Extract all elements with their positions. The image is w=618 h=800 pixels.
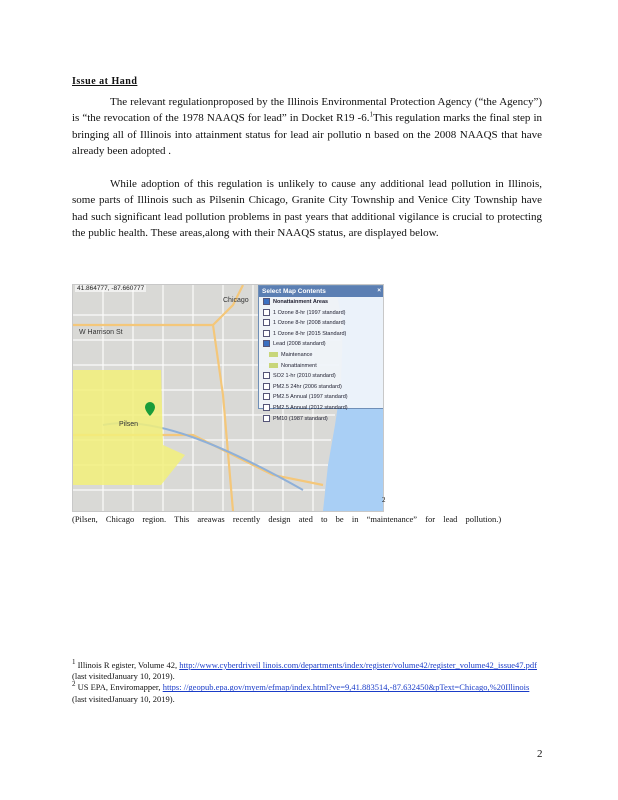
paragraph-1-tail: This regulation marks the final step in bringing all of Illinois into attainment status for lead air pollutio n based on the 2008 NAAQS that have already been adopted . [72, 112, 542, 158]
footnote-1 [72, 660, 542, 682]
footnote-2-marker: 2 [72, 680, 76, 689]
layer-item[interactable] [259, 403, 384, 414]
footnote-1-text: Illinois R egister, Volume 42, [77, 660, 178, 670]
paragraph-1 [72, 94, 542, 160]
map-caption: (Pilsen, Chicago region. This areawas recently design ated to be in “maintenance” for lead pollution.) [72, 514, 502, 524]
layer-label: 1 Ozone 8-hr (2008 standard) [273, 320, 346, 327]
footnote-2 [72, 682, 542, 704]
layer-checkbox[interactable] [263, 404, 270, 411]
section-heading: Issue at Hand [72, 76, 138, 87]
paragraph-2: While adoption of this regulation is unlikely to cause any additional lead pollution in Illinois, some parts of Illinois such as Pilsenin Chicago, Granite City Township and Venice City Township have had such significant lead pollution problems in past years that additional vigilance is crucial to protecting the public health. These areas,along with their NAAQS status, are displayed below. [72, 178, 542, 240]
layer-label: PM2.5 Annual (2012 standard) [273, 404, 348, 411]
layer-checkbox[interactable] [263, 340, 270, 347]
map-area-label: Pilsen [119, 421, 139, 428]
layer-checkbox[interactable] [263, 415, 270, 422]
paragraph-1-text: The relevant regulationproposed by the Illinois Environmental Protection Agency (“the Agency”) is “the revocation of the 1978 NAAQS for lead” in Docket R19 -6. [72, 96, 542, 125]
layer-list [259, 297, 384, 424]
legend-swatch [269, 352, 278, 357]
layer-item [259, 350, 384, 361]
layer-label: PM2.5 Annual (1997 standard) [273, 394, 348, 401]
layer-item[interactable] [259, 371, 384, 382]
layer-label: PM2.5 24hr (2006 standard) [273, 383, 342, 390]
legend-swatch [269, 363, 278, 368]
map-street-label: W Harrison St [79, 329, 123, 336]
map-contents-panel[interactable] [258, 285, 384, 422]
footnote-ref-2[interactable]: 2 [382, 496, 386, 504]
layer-item[interactable] [259, 318, 384, 329]
page-number: 2 [537, 748, 543, 760]
layer-item[interactable] [259, 414, 384, 425]
footnote-1-accessed: (last visitedJanuary 10, 2019). [72, 671, 175, 682]
layer-item [259, 361, 384, 372]
footnote-1-marker: 1 [72, 658, 76, 667]
layer-label: Maintenance [281, 351, 313, 358]
close-icon[interactable]: × [377, 287, 381, 294]
footnote-2-accessed: (last visitedJanuary 10, 2019). [72, 693, 175, 704]
layer-item[interactable] [259, 329, 384, 340]
layer-item[interactable] [259, 308, 384, 319]
layer-checkbox[interactable] [263, 393, 270, 400]
layer-item[interactable] [259, 297, 384, 308]
footnote-2-link[interactable]: https: //geopub.epa.gov/myem/efmap/index.html?ve=9,41.883514,-87.632450&pText=Chicago,%20Illinois [162, 682, 530, 693]
layer-label: 1 Ozone 8-hr (2015 Standard) [273, 330, 347, 337]
layer-checkbox[interactable] [263, 383, 270, 390]
layer-item[interactable] [259, 392, 384, 403]
layer-item[interactable] [259, 339, 384, 350]
footnote-ref-1[interactable]: 1 [369, 110, 373, 119]
layer-item[interactable] [259, 382, 384, 393]
map-city-label: Chicago [223, 297, 249, 304]
layer-label: Nonattainment [281, 362, 317, 369]
layer-checkbox[interactable] [263, 309, 270, 316]
layer-checkbox[interactable] [263, 372, 270, 379]
panel-title: Select Map Contents [262, 288, 326, 295]
layer-checkbox[interactable] [263, 298, 270, 305]
layer-checkbox[interactable] [263, 319, 270, 326]
layer-label: PM10 (1987 standard) [273, 415, 328, 422]
layer-label: Lead (2008 standard) [273, 341, 326, 348]
map-coordinates: 41.864777, -87.660777 [77, 285, 145, 292]
footnote-1-link[interactable]: http://www.cyberdriveil linois.com/departments/index/register/volume42/register_volume42_issue47.pdf [179, 660, 538, 670]
layer-label: Nonattainment Areas [273, 299, 329, 305]
footnotes [72, 660, 542, 705]
panel-header [259, 286, 384, 297]
layer-checkbox[interactable] [263, 330, 270, 337]
map-image[interactable] [72, 284, 384, 512]
footnote-2-text: US EPA, Enviromapper, [77, 682, 161, 693]
layer-label: 1 Ozone 8-hr (1997 standard) [273, 309, 346, 316]
layer-label: SO2 1-hr (2010 standard) [273, 373, 336, 380]
